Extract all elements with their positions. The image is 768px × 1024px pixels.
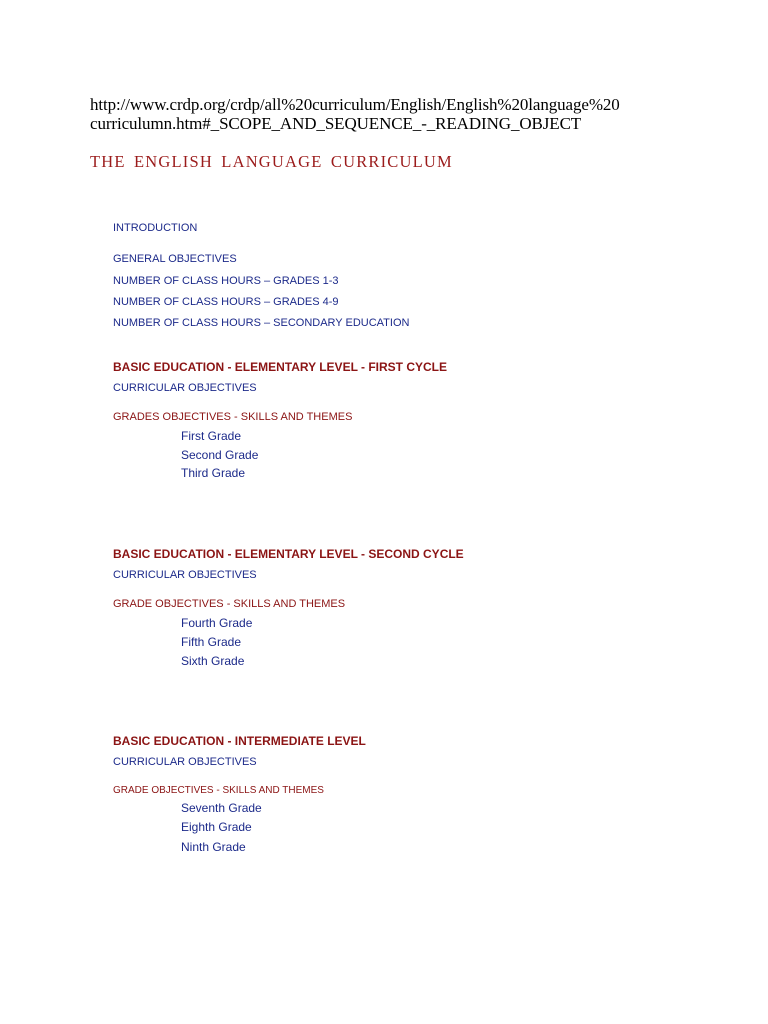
section-heading-second-cycle: BASIC EDUCATION - ELEMENTARY LEVEL - SECOND CYCLE [113,547,464,561]
link-ninth-grade[interactable]: Ninth Grade [181,840,246,854]
section-heading-first-cycle: BASIC EDUCATION - ELEMENTARY LEVEL - FIRST CYCLE [113,360,448,374]
grade-objectives-first-cycle[interactable]: GRADES OBJECTIVES - SKILLS AND THEMES [113,411,353,423]
grade-objectives-second-cycle[interactable]: GRADE OBJECTIVES - SKILLS AND THEMES [113,598,346,610]
link-curricular-objectives-second-cycle[interactable]: CURRICULAR OBJECTIVES [113,569,257,581]
link-seventh-grade[interactable]: Seventh Grade [181,801,262,815]
link-class-hours-grades-4-9[interactable]: NUMBER OF CLASS HOURS – GRADES 4-9 [113,296,339,308]
link-sixth-grade[interactable]: Sixth Grade [181,654,245,668]
link-eighth-grade[interactable]: Eighth Grade [181,820,252,834]
link-second-grade[interactable]: Second Grade [181,448,259,462]
link-curricular-objectives-first-cycle[interactable]: CURRICULAR OBJECTIVES [113,382,257,394]
link-fifth-grade[interactable]: Fifth Grade [181,635,242,649]
link-general-objectives[interactable]: GENERAL OBJECTIVES [113,253,237,265]
link-third-grade[interactable]: Third Grade [181,466,246,480]
link-fourth-grade[interactable]: Fourth Grade [181,616,253,630]
link-class-hours-secondary[interactable]: NUMBER OF CLASS HOURS – SECONDARY EDUCATION [113,317,410,329]
link-first-grade[interactable]: First Grade [181,429,242,443]
source-url-line-2: curriculumn.htm#_SCOPE_AND_SEQUENCE_-_READING_OBJECT [90,114,582,133]
grade-objectives-intermediate[interactable]: GRADE OBJECTIVES - SKILLS AND THEMES [113,785,324,796]
section-heading-intermediate-level: BASIC EDUCATION - INTERMEDIATE LEVEL [113,734,366,748]
page-title: THE ENGLISH LANGUAGE CURRICULUM [90,152,453,171]
link-class-hours-grades-1-3[interactable]: NUMBER OF CLASS HOURS – GRADES 1-3 [113,275,339,287]
link-introduction[interactable]: INTRODUCTION [113,222,198,234]
link-curricular-objectives-intermediate[interactable]: CURRICULAR OBJECTIVES [113,756,257,768]
source-url-line-1: http://www.crdp.org/crdp/all%20curriculum/English/English%20language%20 [90,95,620,114]
